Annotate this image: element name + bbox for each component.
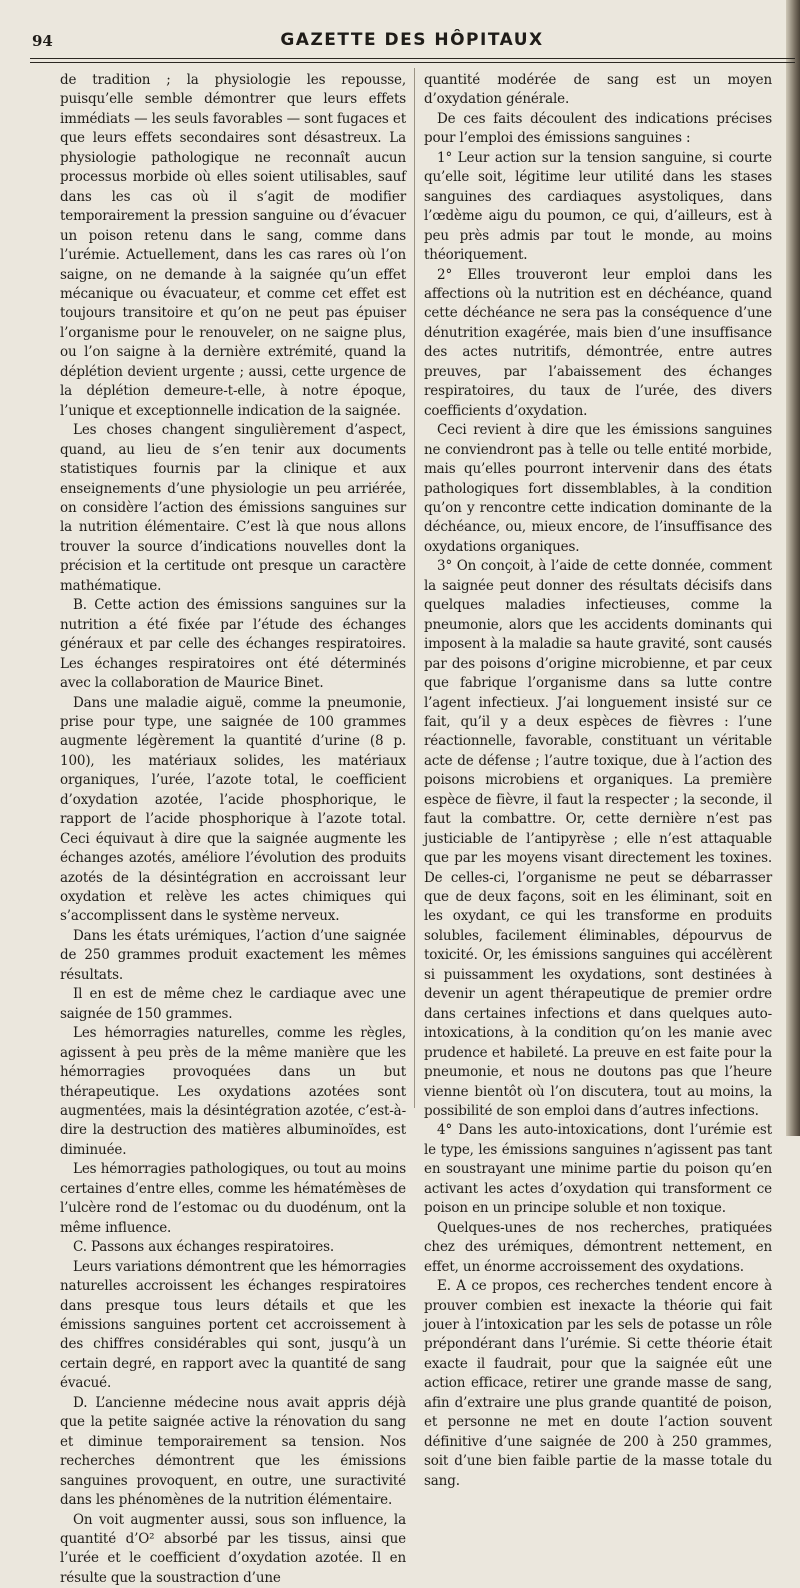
- paragraph: B. Cette action des émissions sanguines sur la nutrition a été fixée par l’étude des échanges généraux et par celle des échanges respiratoires. Les échanges respiratoires ont été déterminés avec la collaboration de Maurice Binet.: [60, 597, 406, 692]
- page-header: [32, 22, 792, 58]
- paragraph: quantité modérée de sang est un moyen d’oxydation générale.: [424, 72, 772, 108]
- paragraph: C. Passons aux échanges respiratoires.: [73, 1239, 335, 1256]
- paragraph: Les choses changent singulièrement d’aspect, quand, au lieu de s’en tenir aux documents statistiques fournis par la clinique et aux enseignements d’une physiologie un peu arriérée, on considère l’action des émissions sanguines sur la nutrition élémentaire. C’est là que nous allons trouver la source d’indications nouvelles dont la précision et la certitude ont presque un caractère mathématique.: [60, 422, 406, 594]
- paragraph: Leurs variations démontrent que les hémorragies naturelles accroissent les échanges respiratoires dans presque tous leurs détails et que les émissions sanguines portent cet accroissement à des chiffres considérables qui sont, jusqu’à un certain degré, en rapport avec la quantité de sang évacué.: [60, 1258, 406, 1392]
- right-column: [424, 71, 772, 1491]
- book-binding-edge: [786, 0, 800, 1136]
- paragraph: D. L’ancienne médecine nous avait appris déjà que la petite saignée active la rénovation du sang et diminue temporairement sa tension. Nos recherches démontrent que les émissions sanguines provoquent, en outre, une suractivité dans les phénomènes de la nutrition élémentaire.: [60, 1394, 406, 1509]
- paragraph: Quelques-unes de nos recherches, pratiquées chez des urémiques, démontrent nettement, en effet, un énorme accroissement des oxydations.: [424, 1219, 772, 1275]
- running-title: GAZETTE DES HÔPITAUX: [280, 30, 544, 50]
- paragraph: 3° On conçoit, à l’aide de cette donnée, comment la saignée peut donner des résultats décisifs dans quelques maladies infectieuses, comme la pneumonie, alors que les accidents dominants qui imposent à la maladie sa haute gravité, sont causés par des poisons d’origine microbienne, et par ceux que fabrique l’organisme dans sa lutte contre l’agent infectieux. J’ai longuement insisté sur ce fait, qu’il y a deux espèces de fièvres : l’une réactionnelle, favorable, constituant un véritable acte de défense ; l’autre toxique, due à l’action des poisons microbiens et organiques. La première espèce de fièvre, il faut la respecter ; la seconde, il faut la combattre. Or, cette dernière n’est pas justiciable de l’antipyrèse ; elle n’est attaquable que par les moyens visant directement les toxines. De celles-ci, l’organisme ne peut se débarrasser que de deux façons, soit en les éliminant, soit en les oxydant, ce qui les transforme en produits solubles, facilement éliminables, dépourvus de toxicité. Or, les émissions sanguines qui accélèrent si puissamment les oxydations, sont destinées à devenir un agent thérapeutique de premier ordre dans certaines infections et dans quelques auto-intoxications, à la condition qu’on les manie avec prudence et habileté. La preuve en est faite pour la pneumonie, et nous ne doutons pas que l’heure vienne bientôt où l’on discutera, tout au moins, la possibilité de son emploi dans d’autres infections.: [424, 558, 772, 1120]
- left-column: [60, 71, 406, 1588]
- paragraph: Les hémorragies pathologiques, ou tout au moins certaines d’entre elles, comme les hématémèses de l’ulcère rond de l’estomac ou du duodénum, ont la même influence.: [60, 1161, 406, 1236]
- paragraph: Dans les états urémiques, l’action d’une saignée de 250 grammes produit exactement les mêmes résultats.: [60, 927, 406, 983]
- paragraph: 2° Elles trouveront leur emploi dans les affections où la nutrition est en déchéance, quand cette déchéance ne sera pas la conséquence d’une dénutrition exagérée, mais bien d’une insuffisance des actes nutritifs, démontrée, entre autres preuves, par l’abaissement des échanges respiratoires, du taux de l’urée, des divers coefficients d’oxydation.: [424, 266, 772, 419]
- header-rule-thin: [30, 62, 795, 63]
- page-number: 94: [32, 32, 53, 50]
- column-divider: [414, 68, 415, 1108]
- paragraph: E. A ce propos, ces recherches tendent encore à prouver combien est inexacte la théorie qui fait jouer à l’intoxication par les sels de potasse un rôle prépondérant dans l’urémie. Si cette théorie était exacte il faudrait, pour que la saignée eût une action efficace, retirer une grande masse de sang, afin d’extraire une plus grande quantité de poison, et personne ne met en doute l’action souvent définitive d’une saignée de 200 à 250 grammes, soit d’une bien faible partie de la masse totale du sang.: [424, 1278, 772, 1489]
- paragraph: Il en est de même chez le cardiaque avec une saignée de 150 grammes.: [60, 986, 406, 1022]
- header-rule: [30, 58, 795, 59]
- paragraph: De ces faits découlent des indications précises pour l’emploi des émissions sanguines :: [424, 110, 772, 147]
- paragraph: On voit augmenter aussi, sous son influence, la quantité d’O² absorbé par les tissus, ainsi que l’urée et le coefficient d’oxydation azotée. Il en résulte que la soustraction d’une: [60, 1511, 406, 1586]
- paragraph: de tradition ; la physiologie les repousse, puisqu’elle semble démontrer que leurs effets immédiats — les seuls favorables — sont fugaces et que leurs effets secondaires sont désastreux. La physiologie pathologique ne reconnaît aucun processus morbide où elles soient utilisables, sauf dans les cas où il s’agit de modifier temporairement la pression sanguine ou d’évacuer un poison retenu dans le sang, comme dans l’urémie. Actuellement, dans les cas rares où l’on saigne, on ne demande à la saignée qu’un effet mécanique ou évacuateur, et comme cet effet est toujours transitoire et qu’on ne peut pas épuiser l’organisme pour le renouveler, on ne saigne plus, ou l’on saigne à la dernière extrémité, quand la déplétion devient urgente ; aussi, cette urgence de la déplétion demeure-t-elle, à notre époque, l’unique et exceptionnelle indication de la saignée.: [60, 72, 406, 419]
- paragraph: Dans une maladie aiguë, comme la pneumonie, prise pour type, une saignée de 100 grammes augmente légèrement la quantité d’urine (8 p. 100), les matériaux solides, les matériaux organiques, l’urée, l’azote total, le coefficient d’oxydation azotée, l’acide phosphorique, le rapport de l’acide phosphorique à l’azote total. Ceci équivaut à dire que la saignée augmente les échanges azotés, améliore l’évolution des produits azotés de la désintégration en accroissant leur oxydation et relève les actes chimiques qui s’accomplissent dans le système nerveux.: [60, 694, 406, 925]
- paragraph: 1° Leur action sur la tension sanguine, si courte qu’elle soit, légitime leur utilité dans les stases sanguines des cardiaques asystoliques, dans l’œdème aigu du poumon, ce qui, d’ailleurs, est à peu près admis par tout le monde, au moins théoriquement.: [424, 149, 772, 264]
- paragraph: Les hémorragies naturelles, comme les règles, agissent à peu près de la même manière que les hémorragies provoquées dans un but thérapeutique. Les oxydations azotées sont augmentées, mais la désintégration azotée, c’est-à-dire la destruction des matières albuminoïdes, est diminuée.: [60, 1025, 406, 1158]
- paragraph: 4° Dans les auto-intoxications, dont l’urémie est le type, les émissions sanguines n’agissent pas tant en soustrayant une minime partie du poison qu’en activant les actes d’oxydation qui transforment ce poison en un principe soluble et non toxique.: [424, 1122, 772, 1217]
- paragraph: Ceci revient à dire que les émissions sanguines ne conviendront pas à telle ou telle entité morbide, mais qu’elles pourront intervenir dans des états pathologiques fort dissemblables, à la condition qu’on y rencontre cette indication dominante de la déchéance, ou, mieux encore, de l’insuffisance des oxydations organiques.: [424, 422, 772, 555]
